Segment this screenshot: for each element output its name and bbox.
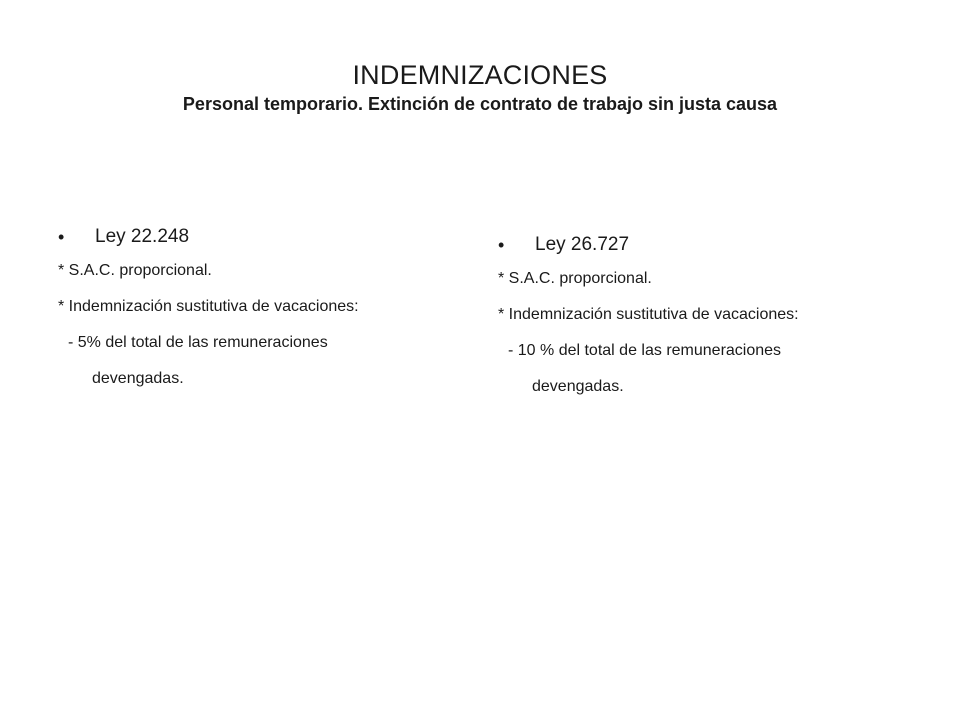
left-column: [58, 222, 478, 389]
bullet-label: Ley 26.727: [535, 234, 630, 255]
right-column: [498, 230, 918, 397]
bullet-dot-icon: •: [498, 235, 505, 255]
bullet-dot-icon: •: [58, 227, 65, 247]
slide-subtitle: Personal temporario. Extinción de contrato de trabajo sin justa causa: [182, 94, 778, 114]
detalle-line: - 10 % del total de las remuneraciones: [508, 342, 782, 359]
bullet-item: [58, 222, 478, 252]
bullet-label: Ley 22.248: [95, 226, 190, 247]
detalle-continuation-line: devengadas.: [92, 370, 184, 387]
indemnizacion-line: * Indemnización sustitutiva de vacaciones:: [58, 298, 359, 315]
detalle-continuation-line: devengadas.: [532, 378, 624, 395]
title-block: [0, 58, 960, 116]
sac-line: * S.A.C. proporcional.: [498, 270, 652, 287]
sac-line: * S.A.C. proporcional.: [58, 262, 212, 279]
bullet-item: [498, 230, 918, 260]
detalle-line: - 5% del total de las remuneraciones: [68, 334, 328, 351]
indemnizacion-line: * Indemnización sustitutiva de vacaciones:: [498, 306, 799, 323]
slide-title: INDEMNIZACIONES: [352, 60, 608, 90]
